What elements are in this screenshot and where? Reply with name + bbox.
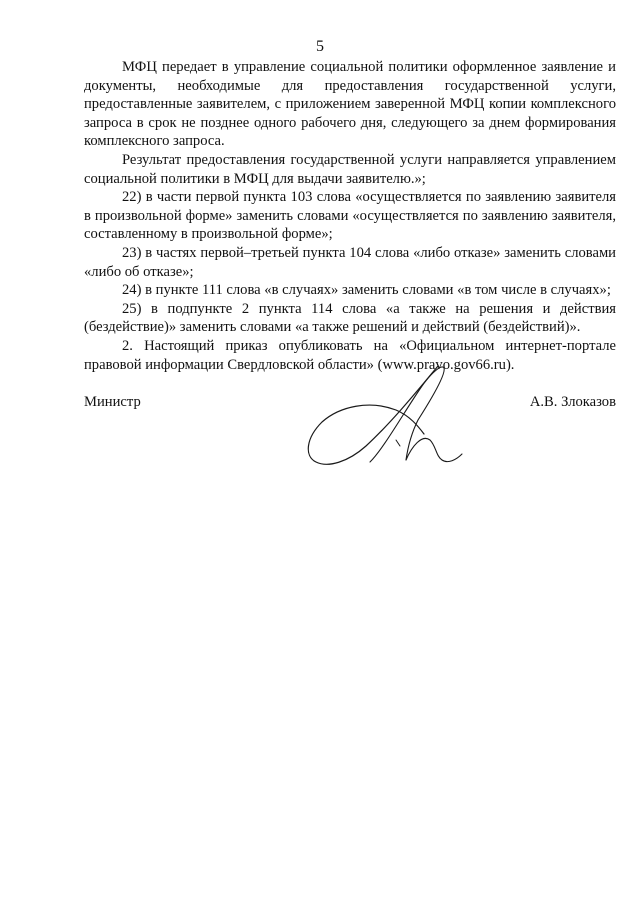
document-body	[84, 58, 616, 374]
paragraph-publication: 2. Настоящий приказ опубликовать на «Официальном интернет-портале правовой информации Свердловской области» (www.pravo.gov66.ru).	[84, 337, 616, 373]
page-number: 5	[316, 38, 324, 55]
paragraph-item-25: 25) в подпункте 2 пункта 114 слова «а также на решения и действия (бездействие)» заменить словами «а также решений и действий (бездействий)».	[84, 300, 616, 336]
signer-title: Министр	[84, 394, 141, 410]
signature-stroke-main	[308, 366, 438, 464]
paragraph-result: Результат предоставления государственной услуги направляется управлением социальной политики в МФЦ для выдачи заявителю.»;	[84, 151, 616, 187]
paragraph-item-23: 23) в частях первой–третьей пункта 104 слова «либо отказе» заменить словами «либо об отказе»;	[84, 244, 616, 280]
signature-stroke-tick	[396, 440, 400, 446]
signer-name: А.В. Злоказов	[529, 394, 616, 410]
signature-stroke-tail	[406, 438, 462, 461]
paragraph-item-24: 24) в пункте 111 слова «в случаях» заменить словами «в том числе в случаях»;	[122, 282, 611, 299]
paragraph-item-22: 22) в части первой пункта 103 слова «осуществляется по заявлению заявителя в произвольной форме» заменить словами «осуществляется по заявлению заявителя, составленному в произвольной форме»;	[84, 189, 616, 243]
handwritten-signature-icon	[300, 360, 470, 480]
paragraph-mfc-transfer: МФЦ передает в управление социальной политики оформленное заявление и документы, необходимые для предоставления государственной услуги, предоставленные заявителем, с приложением заверенной МФЦ копии комплексного запроса в срок не позднее одного рабочего дня, следующего за днем формирования комплексного запроса.	[84, 59, 616, 150]
signature-stroke-upstroke	[370, 367, 444, 462]
